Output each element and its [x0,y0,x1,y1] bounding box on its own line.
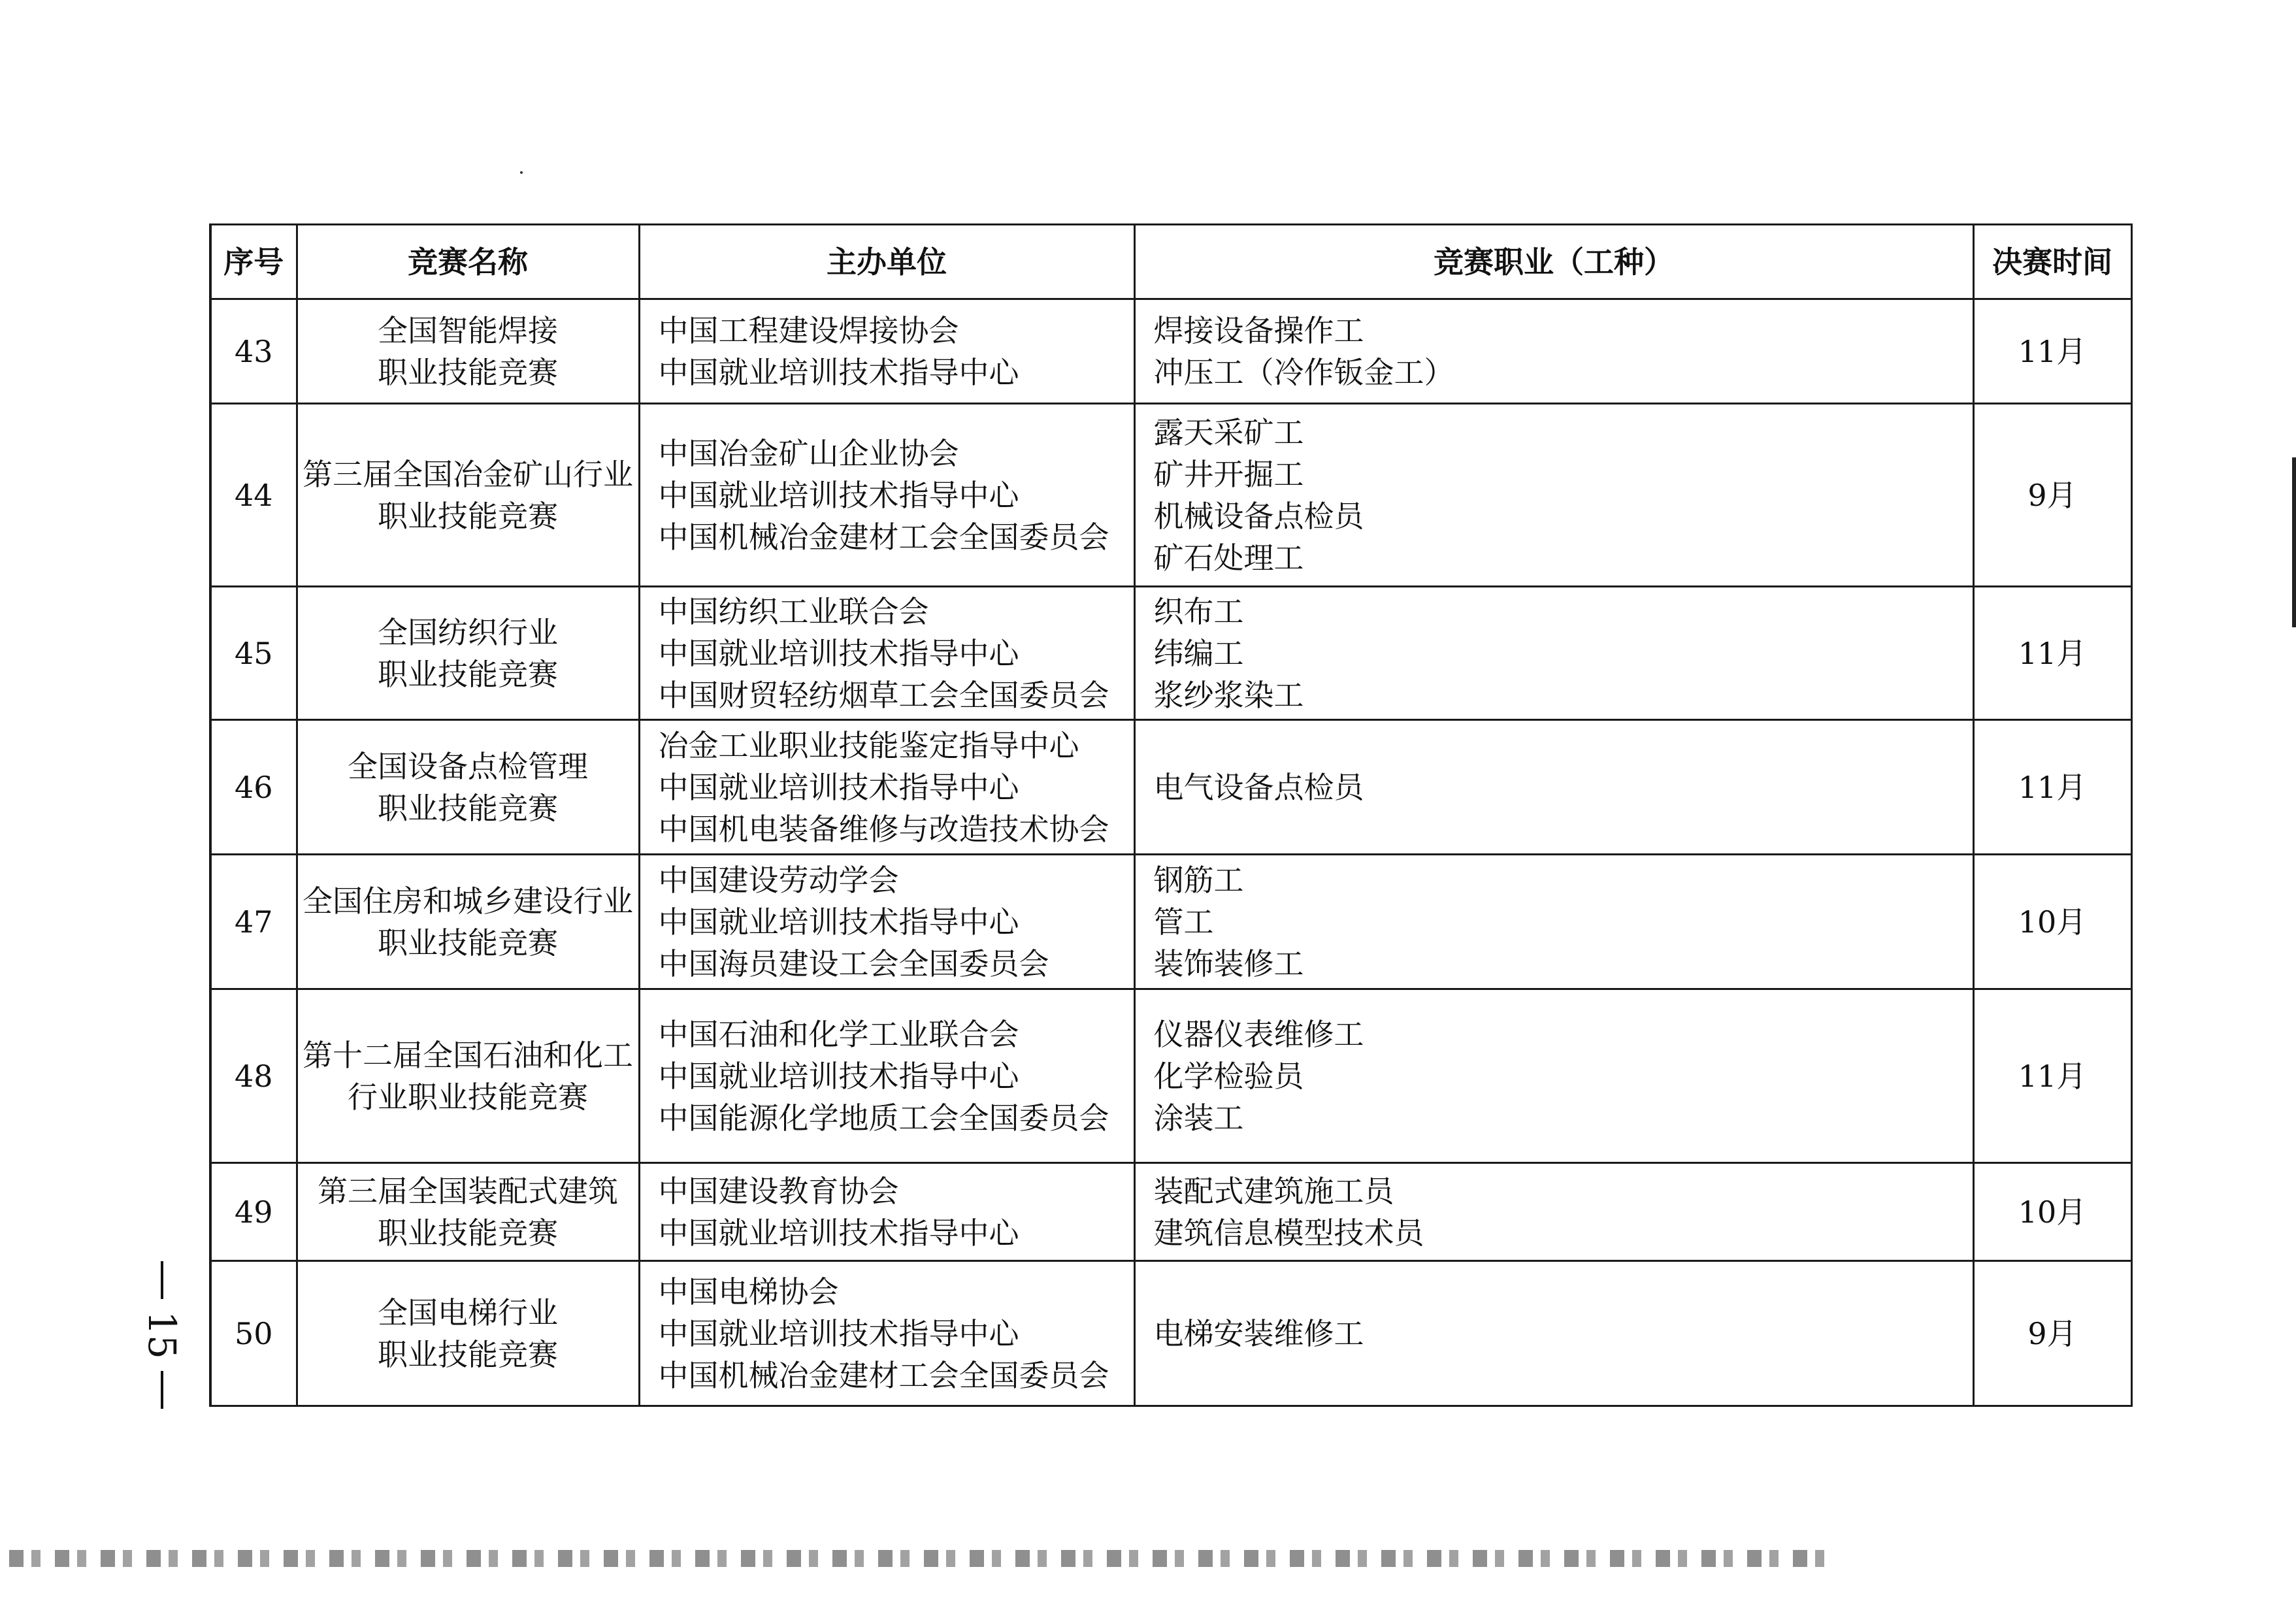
cell-occ-line: 装饰装修工 [1153,946,1304,981]
cell-name-line: 职业技能竞赛 [378,1215,558,1251]
cell-occ-line: 化学检验员 [1153,1058,1304,1094]
header-date: 决赛时间 [1973,225,2131,299]
cell-date: 11月 [1973,989,2131,1163]
cell-occ-line: 机械设备点检员 [1153,498,1364,534]
cell-date: 10月 [1973,855,2131,989]
header-occ: 竞赛职业（工种） [1134,225,1973,299]
cell-num: 44 [210,404,297,587]
scan-artifact-edge [2292,457,2296,627]
cell-name-line: 职业技能竞赛 [378,656,558,692]
cell-org-line: 中国就业培训技术指导中心 [658,635,1019,671]
cell-date: 9月 [1973,404,2131,587]
header-name: 竞赛名称 [297,225,639,299]
cell-name-line: 全国设备点检管理 [348,748,588,784]
cell-num: 48 [210,989,297,1163]
cell-occ-line: 装配式建筑施工员 [1153,1173,1394,1209]
cell-org [639,1163,1134,1261]
cell-org [639,989,1134,1163]
cell-name [297,587,639,720]
scan-speck [520,171,523,174]
cell-date: 11月 [1973,299,2131,404]
cell-org [639,720,1134,855]
cell-org-line: 中国电梯协会 [658,1274,839,1309]
cell-occ-line: 管工 [1153,904,1214,940]
cell-org-line: 中国石油和化学工业联合会 [658,1016,1019,1052]
cell-name-line: 职业技能竞赛 [378,790,558,826]
cell-name-line: 职业技能竞赛 [378,1336,558,1372]
cell-occ-line: 钢筋工 [1153,862,1244,898]
cell-occ-line: 焊接设备操作工 [1153,312,1364,348]
cell-date: 9月 [1973,1261,2131,1406]
cell-org [639,299,1134,404]
cell-org-line: 中国财贸轻纺烟草工会全国委员会 [658,677,1109,713]
cell-org-line: 中国就业培训技术指导中心 [658,1215,1019,1251]
page-number-dash-top [161,1261,163,1299]
cell-name-line: 全国纺织行业 [378,614,558,650]
cell-org-line: 中国就业培训技术指导中心 [658,769,1019,805]
cell-occ-line: 矿石处理工 [1153,540,1304,576]
cell-name [297,720,639,855]
cell-org-line: 中国能源化学地质工会全国委员会 [658,1100,1109,1136]
cell-date: 10月 [1973,1163,2131,1261]
scan-artifact-bar [9,1550,1832,1567]
cell-org [639,1261,1134,1406]
table-row [210,404,2131,587]
cell-org-line: 中国就业培训技术指导中心 [658,477,1019,513]
cell-num: 49 [210,1163,297,1261]
table-row [210,1261,2131,1406]
cell-num: 47 [210,855,297,989]
table-row [210,299,2131,404]
cell-occ-line: 纬编工 [1153,635,1244,671]
cell-org-line: 中国建设教育协会 [658,1173,899,1209]
cell-occ-line: 浆纱浆染工 [1153,677,1304,713]
cell-org-line: 中国机械冶金建材工会全国委员会 [658,1357,1109,1393]
cell-org [639,587,1134,720]
cell-name [297,404,639,587]
table-body [210,299,2131,1406]
cell-occ-line: 矿井开掘工 [1153,456,1304,492]
cell-org-line: 中国就业培训技术指导中心 [658,1315,1019,1351]
cell-num: 46 [210,720,297,855]
cell-name-line: 全国电梯行业 [378,1294,558,1330]
cell-date: 11月 [1973,587,2131,720]
cell-org-line: 中国就业培训技术指导中心 [658,1058,1019,1094]
cell-org [639,855,1134,989]
cell-org-line: 中国建设劳动学会 [658,862,899,898]
cell-occ [1134,404,1973,587]
competition-table [209,223,2133,1407]
cell-name-line: 行业职业技能竞赛 [348,1079,588,1115]
cell-occ [1134,720,1973,855]
cell-org-line: 中国冶金矿山企业协会 [658,435,959,471]
cell-name-line: 职业技能竞赛 [378,498,558,534]
cell-date: 11月 [1973,720,2131,855]
cell-org-line: 中国机械冶金建材工会全国委员会 [658,519,1109,555]
cell-name-line: 职业技能竞赛 [378,925,558,961]
cell-occ-line: 冲压工（冷作钣金工） [1153,354,1454,390]
cell-org-line: 中国工程建设焊接协会 [658,312,959,348]
cell-occ-line: 电气设备点检员 [1153,769,1364,805]
page-number-dash-bottom [161,1371,163,1409]
cell-org-line: 中国机电装备维修与改造技术协会 [658,811,1109,847]
cell-occ-line: 仪器仪表维修工 [1153,1016,1364,1052]
header-num: 序号 [210,225,297,299]
cell-name [297,1163,639,1261]
cell-name-line: 第三届全国冶金矿山行业 [303,456,633,492]
cell-occ [1134,1261,1973,1406]
cell-occ-line: 建筑信息模型技术员 [1153,1215,1424,1251]
cell-occ [1134,989,1973,1163]
cell-num: 50 [210,1261,297,1406]
cell-name [297,299,639,404]
cell-name-line: 全国住房和城乡建设行业 [303,883,633,919]
table-row [210,989,2131,1163]
table-row [210,720,2131,855]
table-row [210,855,2131,989]
cell-num: 43 [210,299,297,404]
header-row [210,225,2131,299]
cell-occ-line: 织布工 [1153,593,1244,629]
cell-name [297,855,639,989]
cell-num: 45 [210,587,297,720]
header-org: 主办单位 [639,225,1134,299]
cell-occ [1134,855,1973,989]
page-number-value: 15 [140,1311,184,1359]
cell-org-line: 中国纺织工业联合会 [658,593,929,629]
cell-org-line: 中国海员建设工会全国委员会 [658,946,1049,981]
cell-occ [1134,299,1973,404]
cell-org-line: 中国就业培训技术指导中心 [658,904,1019,940]
cell-name-line: 职业技能竞赛 [378,354,558,390]
cell-org-line: 中国就业培训技术指导中心 [658,354,1019,390]
cell-occ-line: 露天采矿工 [1153,414,1304,450]
cell-org [639,404,1134,587]
cell-name-line: 第三届全国装配式建筑 [318,1173,618,1209]
cell-occ [1134,587,1973,720]
cell-name-line: 全国智能焊接 [378,312,558,348]
cell-name [297,989,639,1163]
table-row [210,587,2131,720]
cell-name [297,1261,639,1406]
cell-org-line: 冶金工业职业技能鉴定指导中心 [658,727,1079,763]
table-row [210,1163,2131,1261]
cell-occ-line: 电梯安装维修工 [1153,1315,1364,1351]
cell-name-line: 第十二届全国石油和化工 [303,1037,633,1073]
page-number [142,1261,182,1457]
cell-occ-line: 涂装工 [1153,1100,1244,1136]
cell-occ [1134,1163,1973,1261]
